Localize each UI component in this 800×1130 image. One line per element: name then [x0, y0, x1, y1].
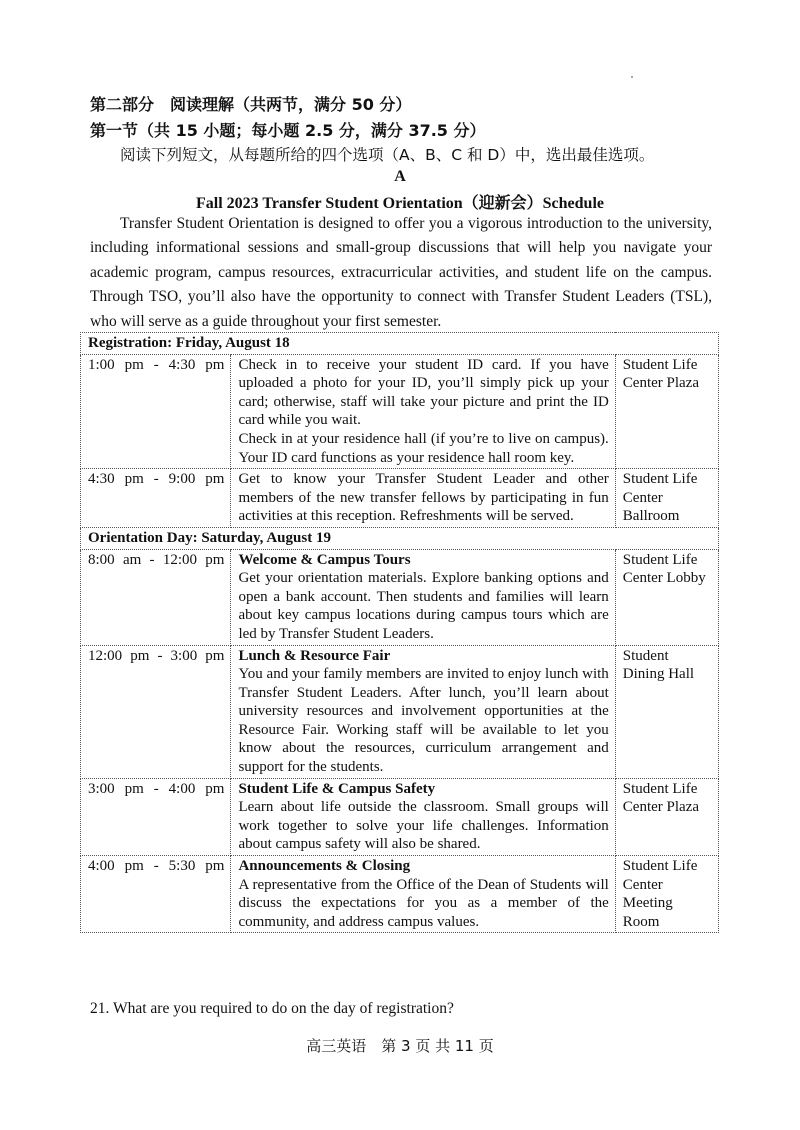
description-cell: [231, 856, 615, 933]
event-title: Announcements & Closing: [238, 858, 411, 875]
location-cell: Student Life Center Plaza: [615, 778, 718, 855]
description-text: You and your family members are invited to enjoy lunch with Transfer Student Leaders. After lunch, you’ll learn about university resources and involvement opportunities at the Resource Fair. Working staff will be available to let you know about the resources, curriculum arrangement and support for the students.: [238, 666, 609, 776]
orientation-heading: Orientation Day: Saturday, August 19: [81, 527, 719, 549]
description-text: Check in to receive your student ID card. If you have uploaded a photo for your ID, you’ll simply pick up your card; otherwise, staff will take your picture and print the ID card while you wait.: [238, 356, 609, 429]
description-text: Get your orientation materials. Explore banking options and open a bank account. Then students and families will learn about key campus locations during campus tours which are led by Transfer Student Leaders.: [238, 570, 609, 642]
table-row: [81, 469, 719, 528]
location-cell: Student Dining Hall: [615, 645, 718, 778]
location-cell: Student Life Center Meeting Room: [615, 856, 718, 933]
table-row: [81, 354, 719, 469]
location-cell: Student Life Center Plaza: [615, 354, 718, 469]
description-text: Check in at your residence hall (if you’re to live on campus). Your ID card functions as your residence hall room key.: [238, 430, 609, 466]
table-section-row: [81, 527, 719, 549]
table-row: [81, 645, 719, 778]
table-row: [81, 549, 719, 645]
location-cell: Student Life Center Lobby: [615, 549, 718, 645]
schedule-title: Fall 2023 Transfer Student Orientation（迎新会）Schedule: [195, 195, 605, 212]
time-cell: 4:00 pm - 5:30 pm: [81, 856, 231, 933]
event-title: Lunch & Resource Fair: [238, 647, 391, 664]
time-cell: 1:00 pm - 4:30 pm: [81, 354, 231, 469]
schedule-table: [80, 332, 719, 933]
event-title: Welcome & Campus Tours: [238, 551, 411, 568]
question-21: 21. What are you required to do on the day of registration?: [90, 1000, 454, 1017]
event-title: Student Life & Campus Safety: [238, 780, 436, 797]
description-cell: [231, 469, 615, 528]
instruction-text: 阅读下列短文，从每题所给的四个选项（A、B、C 和 D）中，选出最佳选项。: [120, 146, 655, 164]
time-cell: 8:00 am - 12:00 pm: [81, 549, 231, 645]
registration-heading: Registration: Friday, August 18: [81, 333, 719, 355]
time-cell: 12:00 pm - 3:00 pm: [81, 645, 231, 778]
description-text: A representative from the Office of the Dean of Students will discuss the expectations for you as a member of the community, and address campus values.: [238, 876, 609, 930]
table-section-row: [81, 333, 719, 355]
part-title: 第二部分 阅读理解（共两节，满分 50 分）: [90, 95, 412, 114]
description-cell: [231, 354, 615, 469]
time-cell: 3:00 pm - 4:00 pm: [81, 778, 231, 855]
passage-letter: A: [394, 168, 406, 185]
scan-speck: [631, 76, 633, 78]
table-row: [81, 856, 719, 933]
page-footer: 高三英语 第 3 页 共 11 页: [306, 1037, 494, 1055]
description-cell: [231, 778, 615, 855]
intro-paragraph: Transfer Student Orientation is designed to offer you a vigorous introduction to the university, including informational sessions and small-group discussions that will help you navigate your academic program, campus resources, extracurricular activities, and student life on the campus. Through TSO, you’ll also have the opportunity to connect with Transfer Student Leaders (TSL), who will serve as a guide throughout your first semester.: [90, 215, 712, 330]
description-cell: [231, 549, 615, 645]
description-text: Get to know your Transfer Student Leader and other members of the new transfer fellows by participating in fun activities at this reception. Refreshments will be served.: [238, 471, 609, 525]
time-cell: 4:30 pm - 9:00 pm: [81, 469, 231, 528]
location-cell: Student Life Center Ballroom: [615, 469, 718, 528]
description-text: Learn about life outside the classroom. Small groups will work together to solve your life challenges. Information about campus safety will also be shared.: [238, 799, 609, 853]
description-cell: [231, 645, 615, 778]
table-row: [81, 778, 719, 855]
section-title: 第一节（共 15 小题；每小题 2.5 分，满分 37.5 分）: [90, 121, 486, 140]
